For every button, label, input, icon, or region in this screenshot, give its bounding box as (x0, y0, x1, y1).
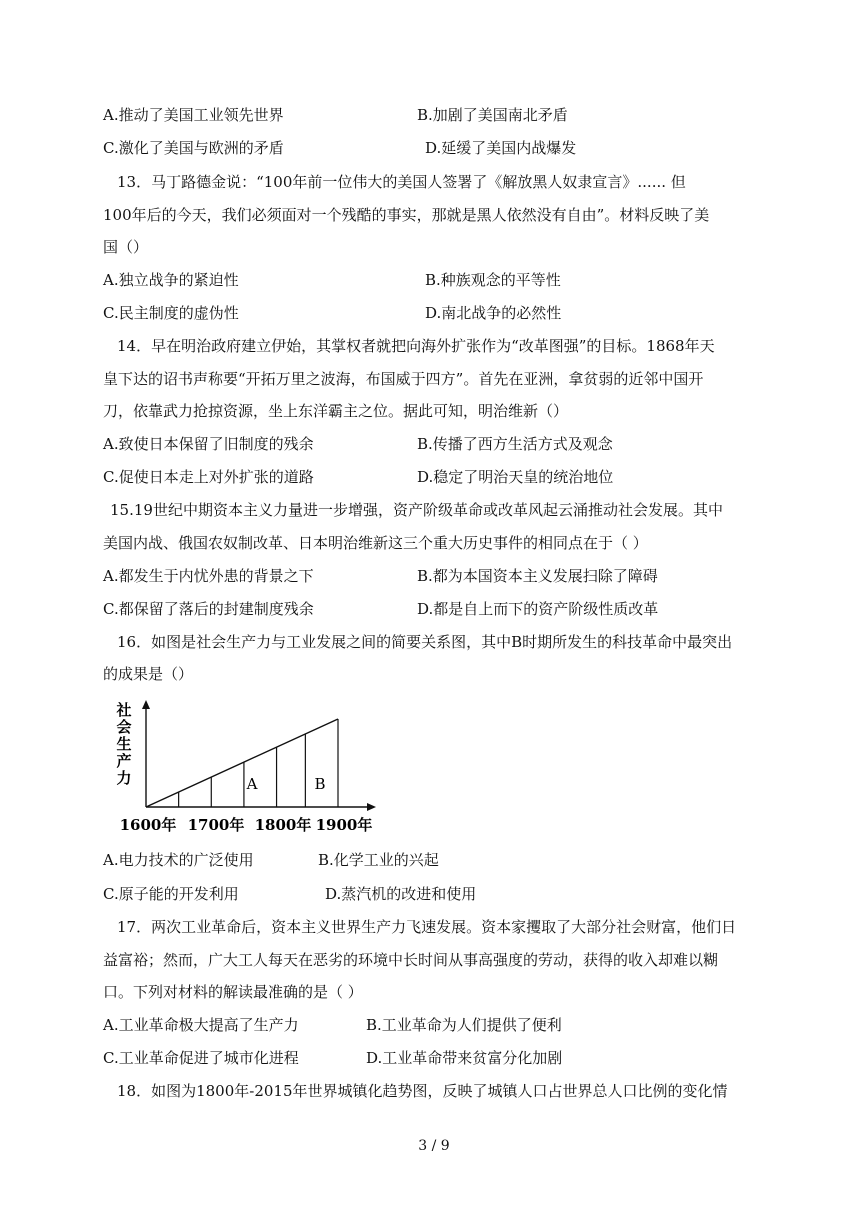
y-axis-label-char: 社 (116, 701, 132, 719)
page-number: 3 / 9 (418, 1138, 450, 1154)
q13-option-d: D.南北战争的必然性 (425, 304, 562, 322)
y-axis-label (115, 701, 131, 787)
q15-option-a: A.都发生于内忧外患的背景之下 (103, 567, 314, 585)
q17-option-a: A.工业革命极大提高了生产力 (103, 1016, 299, 1034)
y-axis-label-char: 会 (116, 718, 132, 736)
q15-option-b: B.都为本国资本主义发展扫除了障碍 (417, 567, 658, 585)
region-label-a: A (246, 775, 258, 793)
q16-option-c: C.原子能的开发利用 (103, 885, 239, 903)
q14-option-a: A.致使日本保留了旧制度的残余 (103, 435, 314, 453)
q16-stem-line1: 16．如图是社会生产力与工业发展之间的简要关系图，其中B时期所发生的科技革命中最突出 (117, 633, 733, 651)
x-tick-1900: 1900年 (315, 816, 373, 834)
q16-option-a: A.电力技术的广泛使用 (103, 851, 254, 869)
q17-stem-line3: 口。下列对材料的解读最准确的是（ ） (103, 983, 363, 1001)
q12-option-b: B.加剧了美国南北矛盾 (417, 106, 568, 124)
q14-option-d: D.稳定了明治天皇的统治地位 (417, 468, 614, 486)
x-tick-1600: 1600年 (119, 816, 177, 834)
q16-option-b: B.化学工业的兴起 (318, 851, 439, 869)
productivity-chart-svg (112, 697, 382, 837)
productivity-chart (112, 697, 382, 837)
q17-option-d: D.工业革命带来贫富分化加剧 (366, 1049, 563, 1067)
q17-stem-line2: 益富裕；然而，广大工人每天在恶劣的环境中长时间从事高强度的劳动，获得的收入却难以糊 (103, 951, 719, 969)
y-axis-label-char: 生 (116, 735, 132, 753)
y-axis-label-char: 产 (116, 752, 132, 770)
q13-option-b: B.种族观念的平等性 (425, 271, 561, 289)
region-label-b: B (314, 775, 326, 793)
y-axis-arrow (142, 700, 150, 709)
x-tick-1800: 1800年 (254, 816, 312, 834)
q14-option-c: C.促使日本走上对外扩张的道路 (103, 468, 314, 486)
q15-option-c: C.都保留了落后的封建制度残余 (103, 600, 314, 618)
q16-option-d: D.蒸汽机的改进和使用 (325, 885, 477, 903)
q15-stem-line2: 美国内战、俄国农奴制改革、日本明治维新这三个重大历史事件的相同点在于（ ） (103, 534, 648, 552)
q12-option-a: A.推动了美国工业领先世界 (103, 106, 284, 124)
y-axis-label-char: 力 (116, 769, 132, 787)
q13-stem-line2: 100年后的今天，我们必须面对一个残酷的事实，那就是黑人依然没有自由”。材料反映了美 (103, 206, 710, 224)
q17-option-c: C.工业革命促进了城市化进程 (103, 1049, 299, 1067)
q12-option-c: C.激化了美国与欧洲的矛盾 (103, 139, 284, 157)
q13-option-c: C.民主制度的虚伪性 (103, 304, 239, 322)
q18-stem-line1: 18．如图为1800年-2015年世界城镇化趋势图，反映了城镇人口占世界总人口比例的变化情 (117, 1082, 728, 1100)
q15-stem-line1: 15.19世纪中期资本主义力量进一步增强，资产阶级革命或改革风起云涌推动社会发展。其中 (110, 501, 723, 519)
productivity-line (146, 719, 338, 807)
q14-option-b: B.传播了西方生活方式及观念 (417, 435, 613, 453)
q17-option-b: B.工业革命为人们提供了便利 (366, 1016, 562, 1034)
q17-stem-line1: 17．两次工业革命后，资本主义世界生产力飞速发展。资本家攫取了大部分社会财富，他们日 (117, 918, 737, 936)
x-tick-1700: 1700年 (187, 816, 245, 834)
q13-stem-line3: 国（） (103, 238, 149, 256)
q16-stem-line2: 的成果是（） (103, 665, 194, 683)
q14-stem-line1: 14．早在明治政府建立伊始，其掌权者就把向海外扩张作为“改革图强”的目标。1868年天 (117, 337, 715, 355)
q13-stem-line1: 13．马丁路德金说：“100年前一位伟大的美国人签署了《解放黑人奴隶宣言》...... 但 (117, 173, 686, 191)
q15-option-d: D.都是自上而下的资产阶级性质改革 (417, 600, 659, 618)
x-axis-arrow (367, 803, 376, 811)
q14-stem-line2: 皇下达的诏书声称要“开拓万里之波海，布国威于四方”。首先在亚洲，拿贫弱的近邻中国开 (103, 370, 704, 388)
q14-stem-line3: 刀，依靠武力抢掠资源，坐上东洋霸主之位。据此可知，明治维新（） (103, 402, 569, 420)
q13-option-a: A.独立战争的紧迫性 (103, 271, 239, 289)
q12-option-d: D.延缓了美国内战爆发 (425, 139, 577, 157)
